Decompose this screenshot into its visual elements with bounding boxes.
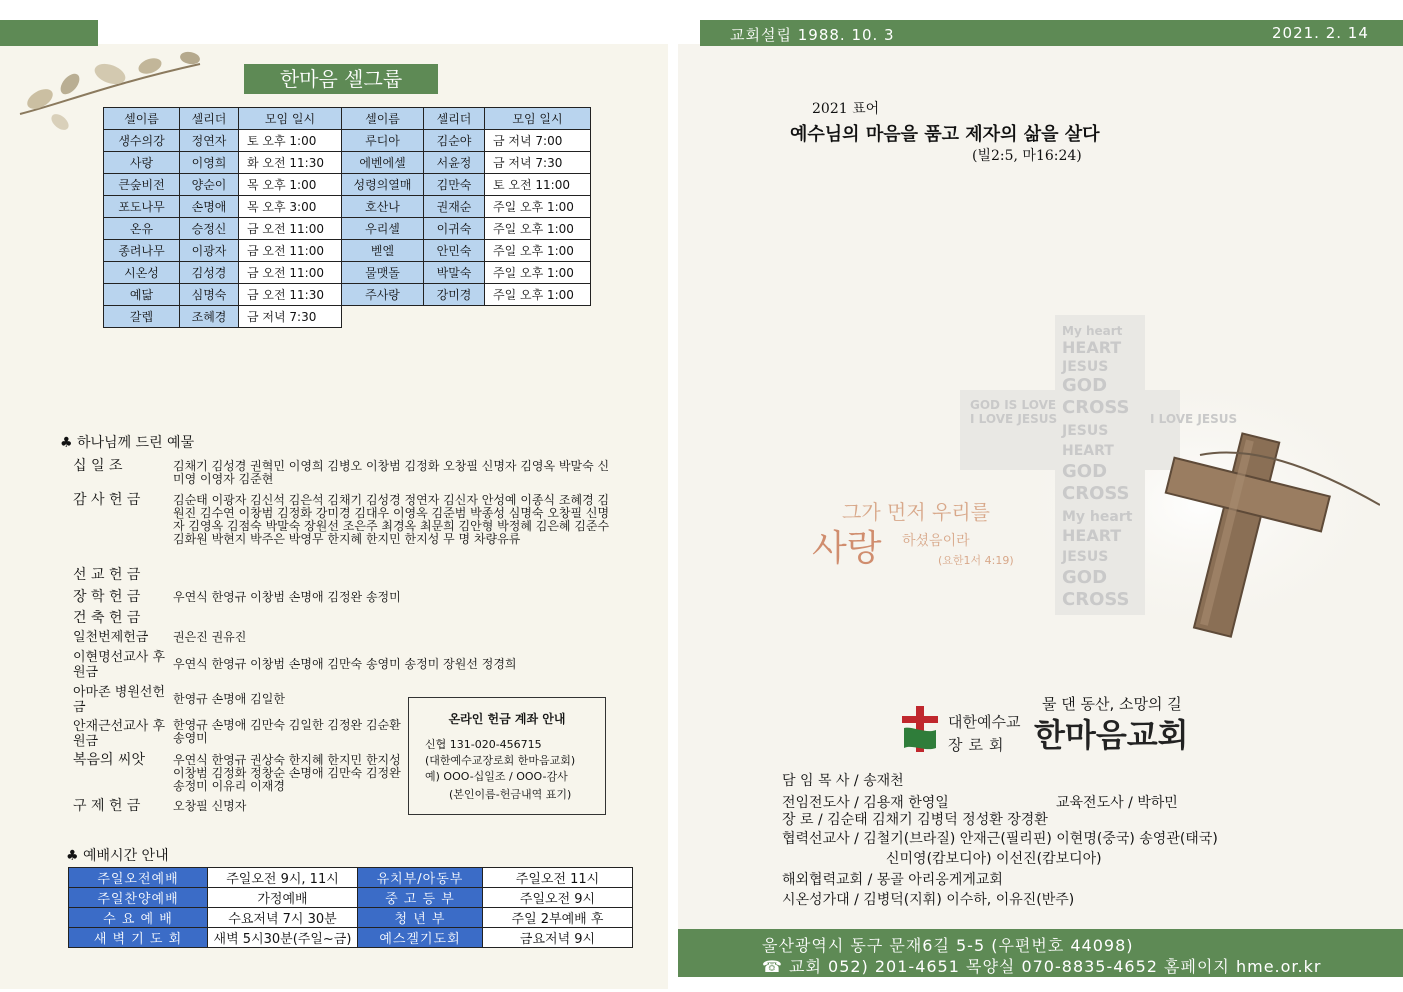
cell-name: 온유: [104, 218, 180, 240]
cross-image-icon: [950, 305, 1380, 645]
svg-text:I LOVE JESUS: I LOVE JESUS: [970, 412, 1058, 426]
staff-line: 전임전도사 / 김용재 한영일: [782, 795, 949, 811]
table-row: [104, 306, 591, 328]
offerings-title: ♣ 하나님께 드린 예물: [60, 435, 195, 451]
offering-label: 아마존 병원선헌금: [73, 685, 166, 715]
cell-time: 금 오전 11:00: [239, 218, 342, 240]
cell-leader: 김만숙: [424, 174, 485, 196]
offering-names: 오창필 신명자: [173, 799, 247, 813]
offering-names: 한영규 손명애 김만숙 김일한 김정완 김순환 송영미: [173, 718, 401, 745]
cell-time: 주일 오후 1:00: [485, 196, 591, 218]
svg-text:HEART: HEART: [1062, 338, 1122, 357]
cell-name: 생수의강: [104, 130, 180, 152]
table-header-row: [104, 108, 591, 130]
cell-leader: 이영희: [180, 152, 239, 174]
worship-label: 중 고 등 부: [358, 888, 483, 908]
cell-time: 주일 오후 1:00: [485, 284, 591, 306]
svg-text:I LOVE JESUS: I LOVE JESUS: [1150, 412, 1238, 426]
cell-name: 벧엘: [342, 240, 424, 262]
staff-line: 교육전도사 / 박하민: [1056, 795, 1178, 811]
staff-line: 협력선교사 / 김철기(브라질) 안재근(필리핀) 이현명(중국) 송영관(태국): [782, 831, 1218, 847]
table-row: [69, 888, 633, 908]
cell-name: 시온성: [104, 262, 180, 284]
table-row: [104, 284, 591, 306]
cell-leader: 심명숙: [180, 284, 239, 306]
worship-title: ♣ 예배시간 안내: [66, 848, 169, 864]
motto-year: 2021 표어: [812, 101, 880, 117]
top-bar-right: [700, 20, 1403, 46]
table-row: [69, 908, 633, 928]
online-giving-title: 온라인 헌금 계좌 안내: [448, 712, 566, 726]
worship-label: 유치부/아동부: [358, 868, 483, 888]
cell-name: 물맷돌: [342, 262, 424, 284]
offering-names: 김채기 김성경 권혁민 이영희 김병오 이창범 김정화 오창필 신명자 김영옥 박말숙 신미영 이영자 김준현: [173, 459, 610, 486]
empty-cell: [342, 306, 591, 328]
cell-name: 갈렙: [104, 306, 180, 328]
worship-time: 주일오전 9시, 11시: [208, 868, 358, 888]
online-giving-line: (본인이름-헌금내역 표기): [449, 788, 572, 801]
cell-name: 사랑: [104, 152, 180, 174]
cell-leader: 정연자: [180, 130, 239, 152]
offering-label: 이현명선교사 후원금: [73, 650, 166, 680]
staff-line: 신미영(캄보디아) 이선진(캄보디아): [886, 851, 1102, 867]
cell-time: 주일 오후 1:00: [485, 240, 591, 262]
offering-label: 십 일 조: [73, 458, 123, 474]
svg-text:JESUS: JESUS: [1062, 423, 1109, 439]
offering-names: 우연식 한영규 이창범 손명애 김정완 송정미: [173, 590, 401, 604]
cell-leader: 승정신: [180, 218, 239, 240]
cell-leader: 조혜경: [180, 306, 239, 328]
offering-names: 우연식 한영규 이창범 손명애 김만숙 송영미 송정미 장원선 정경희: [173, 657, 517, 671]
offering-label: 감 사 헌 금: [73, 492, 141, 508]
offering-label: 안재근선교사 후원금: [73, 719, 166, 749]
denomination-line-2: 장로회: [948, 736, 1010, 754]
offering-names: 김순태 이광자 김신석 김은석 김채기 김성경 정연자 김신자 안성예 이종식 조혜경 김원진 김수연 이창범 김정화 강미경 김대우 이영옥 김준범 박종성 심명숙 오창필 신명자 김영옥 김점숙 박말숙 장원선 조은주 최경옥 최문희 김안형 박정혜 김은혜 김준수 김화원 박현지 박주은 박영무 한지혜 한지민 한지성 무 명 차량유류: [173, 493, 610, 546]
worship-label: 예스겔기도회: [358, 928, 483, 948]
staff-line: 해외협력교회 / 몽골 아리옹게게교회: [782, 872, 1003, 888]
cell-name: 포도나무: [104, 196, 180, 218]
offering-label: 선 교 헌 금: [73, 567, 141, 583]
svg-text:My heart: My heart: [1062, 324, 1123, 338]
table-row: [104, 218, 591, 240]
svg-text:CROSS: CROSS: [1062, 397, 1130, 418]
cell-leader: 김성경: [180, 262, 239, 284]
staff-line: 시온성가대 / 김병덕(지휘) 이수하, 이유진(반주): [782, 892, 1075, 908]
cell-group-table: [103, 107, 591, 328]
offering-names: 한영규 손명애 김일한: [173, 692, 285, 706]
staff-line: 장 로 / 김순태 김채기 김병덕 정성환 장경환: [782, 812, 1048, 828]
cell-time: 금 오전 11:00: [239, 240, 342, 262]
top-bar-left: [0, 20, 98, 46]
bulletin-date: 2021. 2. 14: [1272, 24, 1369, 42]
table-row: [69, 868, 633, 888]
cell-time: 주일 오후 1:00: [485, 262, 591, 284]
cell-name: 에벤에셀: [342, 152, 424, 174]
church-logo-icon: [898, 704, 942, 754]
cell-time: 주일 오후 1:00: [485, 218, 591, 240]
svg-text:My heart: My heart: [1062, 509, 1133, 525]
worship-time: 주일오전 11시: [483, 868, 633, 888]
cell-time: 화 오전 11:30: [239, 152, 342, 174]
worship-time: 금요저녁 9시: [483, 928, 633, 948]
church-contact: ☎ 교회 052) 201-4651 목양실 070-8835-4652 홈페이지 hme.or.kr: [762, 957, 1322, 976]
cell-leader: 이광자: [180, 240, 239, 262]
offering-label: 장 학 헌 금: [73, 589, 141, 605]
verse-line-1: 그가 먼저 우리를: [842, 500, 990, 524]
header-cell: 셀이름: [104, 108, 180, 130]
svg-text:GOD IS LOVE: GOD IS LOVE: [970, 398, 1057, 412]
offering-label: 복음의 씨앗: [73, 752, 146, 768]
worship-time: 주일오전 9시: [483, 888, 633, 908]
table-row: [104, 130, 591, 152]
worship-label: 주일오전예배: [69, 868, 208, 888]
worship-time: 가정예배: [208, 888, 358, 908]
cell-name: 큰숲비전: [104, 174, 180, 196]
table-row: [69, 928, 633, 948]
cell-leader: 이귀숙: [424, 218, 485, 240]
church-slogan: 물 댄 동산, 소망의 길: [1042, 695, 1182, 713]
header-cell: 셀리더: [180, 108, 239, 130]
table-row: [104, 240, 591, 262]
worship-time: 새벽 5시30분(주일~금): [208, 928, 358, 948]
staff-line: 담 임 목 사 / 송재천: [782, 773, 904, 789]
table-row: [104, 262, 591, 284]
header-cell: 셀리더: [424, 108, 485, 130]
cell-leader: 양순이: [180, 174, 239, 196]
svg-text:HEART: HEART: [1062, 443, 1114, 459]
cell-leader: 강미경: [424, 284, 485, 306]
cell-leader: 김순야: [424, 130, 485, 152]
cell-name: 우리셀: [342, 218, 424, 240]
cell-time: 금 저녁 7:00: [485, 130, 591, 152]
worship-table: [68, 867, 633, 948]
cell-leader: 권재순: [424, 196, 485, 218]
svg-text:JESUS: JESUS: [1062, 359, 1109, 375]
cell-name: 종려나무: [104, 240, 180, 262]
online-giving-line: 신협 131-020-456715: [425, 738, 542, 751]
cell-time: 목 오후 3:00: [239, 196, 342, 218]
cell-leader: 박말숙: [424, 262, 485, 284]
svg-text:GOD: GOD: [1062, 461, 1108, 482]
svg-text:CROSS: CROSS: [1062, 589, 1130, 610]
svg-text:GOD: GOD: [1062, 567, 1108, 588]
online-giving-line: (대한예수교장로회 한마음교회): [425, 754, 576, 767]
church-name: 한마음교회: [1034, 716, 1189, 754]
cell-name: 호산나: [342, 196, 424, 218]
header-cell: 모임 일시: [485, 108, 591, 130]
svg-text:HEART: HEART: [1062, 526, 1122, 545]
cell-time: 토 오전 11:00: [485, 174, 591, 196]
cell-leader: 손명애: [180, 196, 239, 218]
cell-time: 목 오후 1:00: [239, 174, 342, 196]
established-date: 교회설립 1988. 10. 3: [730, 26, 895, 44]
verse-line-2: 사랑: [812, 528, 882, 569]
offering-label: 일천번제헌금: [73, 630, 149, 645]
cell-name: 예닮: [104, 284, 180, 306]
worship-label: 청 년 부: [358, 908, 483, 928]
worship-label: 새 벽 기 도 회: [69, 928, 208, 948]
header-cell: 모임 일시: [239, 108, 342, 130]
cell-name: 주사랑: [342, 284, 424, 306]
svg-text:JESUS: JESUS: [1062, 549, 1109, 565]
verse-reference: (요한1서 4:19): [938, 554, 1014, 567]
header-cell: 셀이름: [342, 108, 424, 130]
verse-line-3: 하셨음이라: [902, 533, 970, 549]
offering-label: 건 축 헌 금: [73, 610, 141, 626]
worship-time: 주일 2부예배 후: [483, 908, 633, 928]
online-giving-box: [408, 697, 606, 815]
offering-names: 우연식 한영규 권상숙 한지혜 한지민 한지성 이창범 김정화 정창순 손명애 김만숙 김정완 송정미 이유리 이재경: [173, 753, 401, 793]
cell-time: 금 저녁 7:30: [485, 152, 591, 174]
cell-time: 금 오전 11:00: [239, 262, 342, 284]
offering-label: 구 제 헌 금: [73, 798, 141, 814]
worship-label: 주일찬양예배: [69, 888, 208, 908]
table-row: [104, 196, 591, 218]
svg-text:CROSS: CROSS: [1062, 483, 1130, 504]
cell-time: 금 오전 11:30: [239, 284, 342, 306]
online-giving-line: 예) OOO-십일조 / OOO-감사: [425, 770, 568, 783]
motto: 예수님의 마음을 품고 제자의 삶을 살다: [790, 124, 1100, 145]
cell-leader: 서윤정: [424, 152, 485, 174]
cell-time: 토 오후 1:00: [239, 130, 342, 152]
motto-reference: (빌2:5, 마16:24): [972, 148, 1082, 164]
offering-names: 권은진 권유진: [173, 630, 247, 644]
worship-label: 수 요 예 배: [69, 908, 208, 928]
svg-text:GOD: GOD: [1062, 375, 1108, 396]
worship-time: 수요저녁 7시 30분: [208, 908, 358, 928]
cell-name: 루디아: [342, 130, 424, 152]
table-row: [104, 152, 591, 174]
cell-time: 금 저녁 7:30: [239, 306, 342, 328]
denomination-line-1: 대한예수교: [948, 713, 1021, 731]
table-row: [104, 174, 591, 196]
footer-bar: [678, 929, 1403, 977]
cell-group-title: 한마음 셀그룹: [244, 64, 438, 94]
church-address: 울산광역시 동구 문재6길 5-5 (우편번호 44098): [762, 936, 1134, 955]
cell-name: 성령의열매: [342, 174, 424, 196]
cell-leader: 안민숙: [424, 240, 485, 262]
